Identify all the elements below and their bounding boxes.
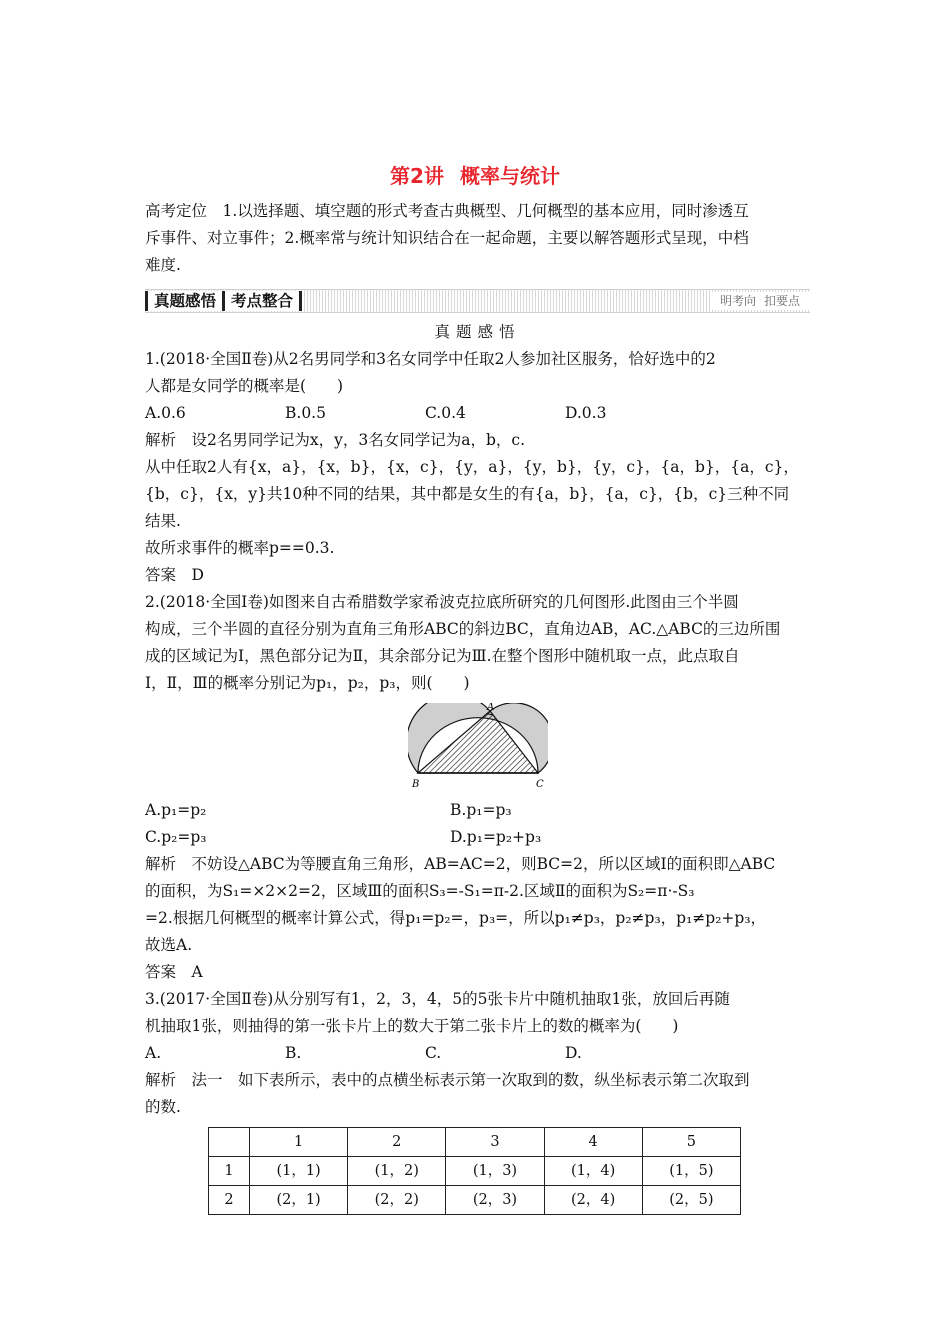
banner-right-label: [710, 292, 810, 310]
table-cell: 2: [209, 1186, 250, 1215]
q1-stem-line: 1.(2018·全国Ⅱ卷)从2名男同学和3名女同学中任取2人参加社区服务，恰好选中的2: [145, 350, 716, 368]
q1-analysis-line: 故所求事件的概率p==0.3.: [145, 539, 335, 557]
q3-analysis-line: 解析 法一 如下表所示，表中的点横坐标表示第一次取到的数，纵坐标表示第二次取到: [145, 1071, 750, 1089]
q1-analysis-line: 结果.: [145, 512, 181, 530]
table-cell: (2，2): [348, 1186, 446, 1215]
banner-tag-integration: 考点整合: [225, 291, 302, 311]
q1-analysis-line: 从中任取2人有{x，a}，{x，b}，{x，c}，{y，a}，{y，b}，{y，c}，{a，b}，{a，c}，: [145, 458, 799, 476]
label-b: B: [411, 779, 419, 790]
q3-option-a: A.: [145, 1044, 162, 1062]
q2-analysis-line: =2.根据几何概型的概率计算公式，得p₁=p₂=，p₃=，所以p₁≠p₃，p₂≠p₃，p₁≠p₂+p₃，: [145, 909, 767, 927]
q1-option-c: C.0.4: [425, 404, 466, 422]
title-topic: 概率与统计: [459, 164, 560, 188]
q3-options: [145, 1040, 810, 1067]
table-cell: (1，2): [348, 1157, 446, 1186]
q2-stem-line: 构成，三个半圆的直径分别为直角三角形ABC的斜边BC，直角边AB，AC.△ABC的三边所围: [145, 620, 781, 638]
q1-option-b: B.0.5: [285, 404, 326, 422]
intro-line: 斥事件、对立事件；2.概率常与统计知识结合在一起命题，主要以解答题形式呈现，中档: [145, 229, 749, 247]
q2-answer: 答案 A: [145, 963, 203, 981]
q2-option-d: D.p₁=p₂+p₃: [450, 828, 542, 846]
intro-paragraph: [145, 198, 810, 279]
q2-options-row1: [145, 797, 810, 824]
table-header-row: [209, 1128, 741, 1157]
q2-analysis-line: 故选A.: [145, 936, 193, 954]
table-cell: (2，4): [544, 1186, 642, 1215]
hippocrates-lune-diagram: [408, 703, 548, 793]
q1-stem-line: 人都是女同学的概率是( ): [145, 377, 344, 395]
table-cell: (1，3): [446, 1157, 544, 1186]
outcome-table: [208, 1127, 741, 1215]
q3-option-d: D.: [565, 1044, 582, 1062]
q3-analysis-line: 的数.: [145, 1098, 181, 1116]
q2-stem-line: 2.(2018·全国Ⅰ卷)如图来自古希腊数学家希波克拉底所研究的几何图形.此图由三个半圆: [145, 593, 739, 611]
intro-line: 高考定位 1.以选择题、填空题的形式考查古典概型、几何概型的基本应用，同时渗透互: [145, 202, 749, 220]
table-cell: 1: [209, 1157, 250, 1186]
table-header-cell: 2: [348, 1128, 446, 1157]
table-row: [209, 1157, 741, 1186]
intro-line: 难度.: [145, 256, 181, 274]
page-title: [0, 160, 950, 189]
table-cell: (2，3): [446, 1186, 544, 1215]
banner-tag-real-questions: 真题感悟: [145, 291, 225, 311]
q2-analysis-line: 的面积，为S₁=×2×2=2，区域Ⅲ的面积S₃=-S₁=π-2.区域Ⅱ的面积为S₂=π·-S₃: [145, 882, 695, 900]
q1-options: [145, 400, 810, 427]
question-1: [145, 346, 810, 589]
q2-stem-line: 成的区域记为Ⅰ，黑色部分记为Ⅱ，其余部分记为Ⅲ.在整个图形中随机取一点，此点取自: [145, 647, 740, 665]
question-3: [145, 986, 810, 1215]
q2-option-a: A.p₁=p₂: [145, 801, 207, 819]
table-cell: (2，1): [250, 1186, 348, 1215]
q3-option-b: B.: [285, 1044, 302, 1062]
q2-option-b: B.p₁=p₃: [450, 801, 512, 819]
q2-analysis-line: 解析 不妨设△ABC为等腰直角三角形，AB=AC=2，则BC=2，所以区域Ⅰ的面积即△ABC: [145, 855, 776, 873]
q1-analysis-line: 解析 设2名男同学记为x，y，3名女同学记为a，b，c.: [145, 431, 525, 449]
table-header-cell: [209, 1128, 250, 1157]
table-header-cell: 4: [544, 1128, 642, 1157]
table-row: [209, 1186, 741, 1215]
table-header-cell: 5: [642, 1128, 740, 1157]
title-lecture-number: 第2讲: [390, 164, 444, 188]
label-c: C: [535, 779, 544, 790]
banner-right-1: 明考向: [719, 294, 756, 308]
q2-options-row2: [145, 824, 810, 851]
q3-option-c: C.: [425, 1044, 442, 1062]
table-cell: (1，4): [544, 1157, 642, 1186]
q1-option-d: D.0.3: [565, 404, 607, 422]
q2-stem-line: Ⅰ，Ⅱ，Ⅲ的概率分别记为p₁，p₂，p₃，则( ): [145, 674, 470, 692]
section-banner: [145, 289, 810, 313]
section-title: 真题感悟: [434, 323, 521, 341]
q2-option-c: C.p₂=p₃: [145, 828, 207, 846]
table-header-cell: 1: [250, 1128, 348, 1157]
banner-right-2: 扣要点: [763, 294, 800, 308]
table-cell: (1，1): [250, 1157, 348, 1186]
table-cell: (2，5): [642, 1186, 740, 1215]
q1-option-a: A.0.6: [145, 404, 186, 422]
q1-analysis-line: {b，c}，{x，y}共10种不同的结果，其中都是女生的有{a，b}，{a，c}，{b，c}三种不同: [145, 485, 790, 503]
q2-figure: [145, 697, 810, 797]
content: [145, 198, 810, 1215]
question-2: [145, 589, 810, 986]
table-cell: (1，5): [642, 1157, 740, 1186]
q3-stem-line: 机抽取1张，则抽得的第一张卡片上的数大于第二张卡片上的数的概率为( ): [145, 1017, 679, 1035]
q1-answer: 答案 D: [145, 566, 204, 584]
label-a: A: [486, 703, 494, 713]
q3-stem-line: 3.(2017·全国Ⅱ卷)从分别写有1，2，3，4，5的5张卡片中随机抽取1张，放回后再随: [145, 990, 730, 1008]
table-header-cell: 3: [446, 1128, 544, 1157]
